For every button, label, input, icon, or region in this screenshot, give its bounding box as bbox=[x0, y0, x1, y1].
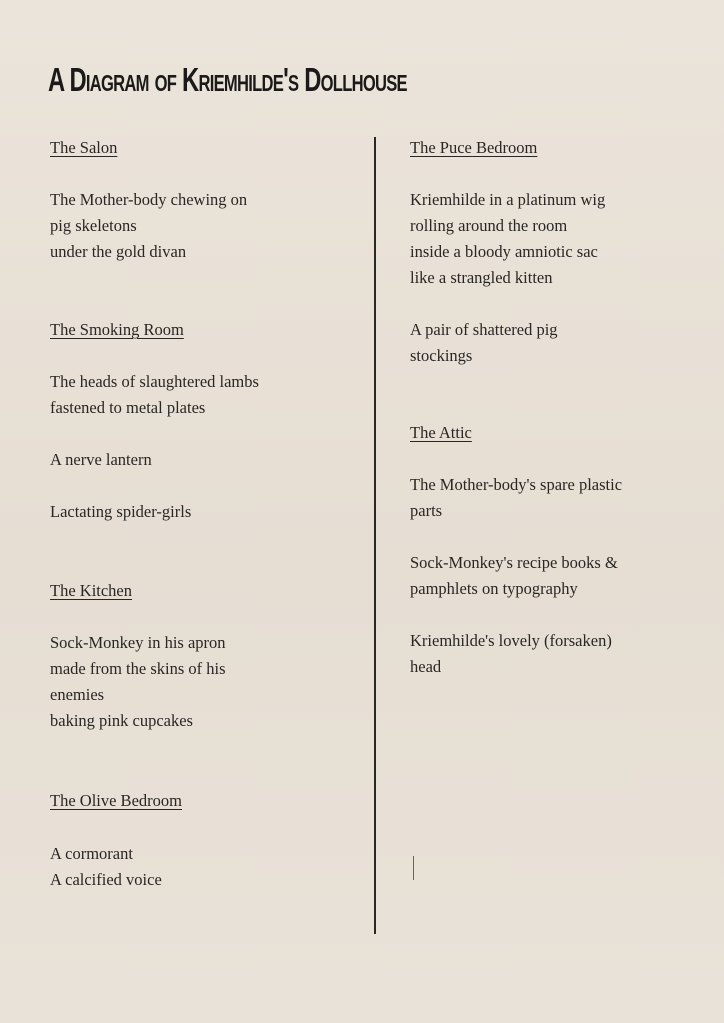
kitchen-entry: Sock-Monkey in his apron made from the skins of his enemies baking pink cupcakes bbox=[50, 633, 226, 730]
section-heading-salon: The Salon bbox=[50, 138, 118, 157]
puce-bedroom-entry: Kriemhilde in a platinum wig rolling around the room inside a bloody amniotic sac like a strangled kitten bbox=[410, 190, 606, 287]
section-heading-kitchen: The Kitchen bbox=[50, 581, 133, 600]
attic-entry: Kriemhilde's lovely (forsaken) head bbox=[410, 631, 612, 676]
attic-entry: The Mother-body's spare plastic parts bbox=[410, 475, 623, 520]
poem-title: A Diagram of Kriemhilde's Dollhouse bbox=[48, 61, 407, 98]
attic-entry: Sock-Monkey's recipe books & pamphlets on typography bbox=[410, 553, 618, 598]
puce-bedroom-entry: A pair of shattered pig stockings bbox=[410, 320, 558, 365]
column-divider bbox=[374, 137, 376, 934]
section-heading-puce-bedroom: The Puce Bedroom bbox=[410, 138, 538, 157]
section-attic bbox=[410, 420, 710, 676]
smoking-room-entry: The heads of slaughtered lambs fastened to metal plates bbox=[50, 372, 259, 417]
section-smoking-room bbox=[50, 317, 360, 521]
section-puce-bedroom bbox=[410, 135, 710, 365]
smoking-room-entry: A nerve lantern bbox=[50, 450, 152, 469]
section-heading-olive-bedroom: The Olive Bedroom bbox=[50, 791, 182, 810]
section-salon bbox=[50, 135, 360, 261]
olive-bedroom-entry: A cormorant A calcified voice bbox=[50, 844, 162, 889]
section-olive-bedroom bbox=[50, 788, 360, 889]
section-heading-attic: The Attic bbox=[410, 423, 472, 442]
stray-pen-mark bbox=[413, 856, 414, 880]
smoking-room-entry: Lactating spider-girls bbox=[50, 502, 192, 521]
section-heading-smoking-room: The Smoking Room bbox=[50, 320, 184, 339]
salon-entry: The Mother-body chewing on pig skeletons under the gold divan bbox=[50, 190, 248, 261]
section-kitchen bbox=[50, 578, 360, 730]
